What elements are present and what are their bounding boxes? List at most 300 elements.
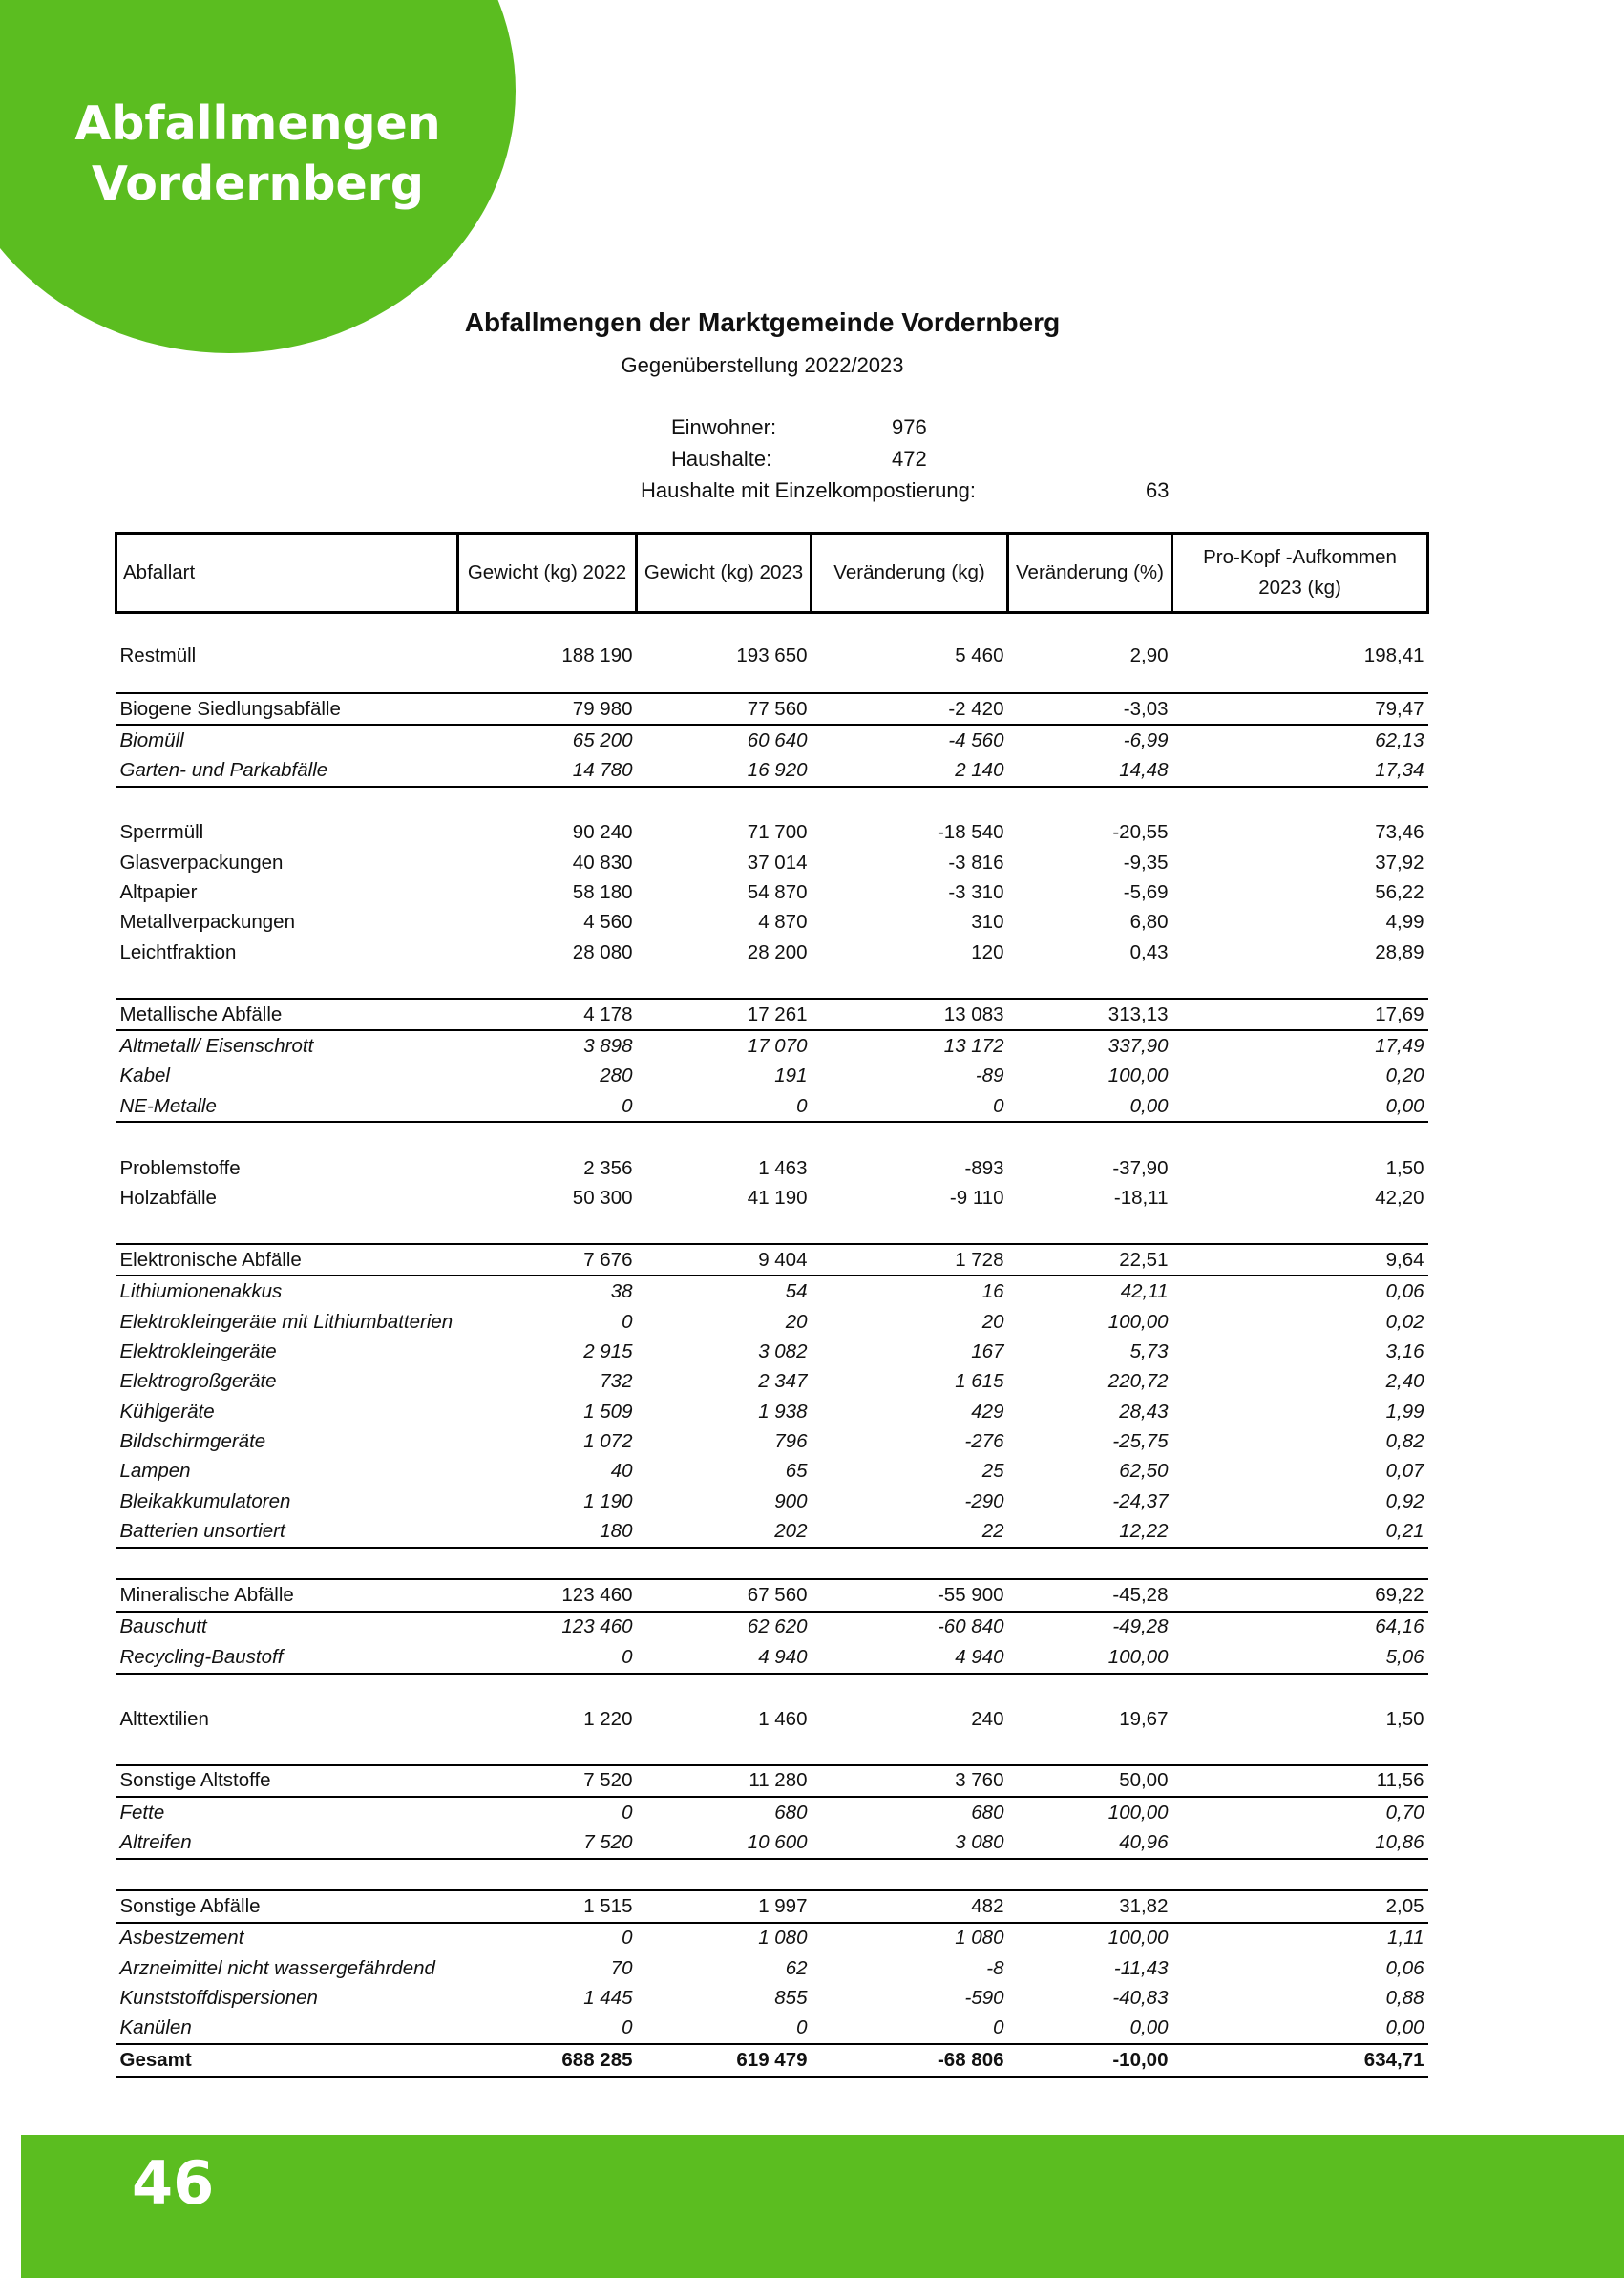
- value-cell: 17,49: [1375, 1034, 1424, 1057]
- value-cell: 280: [600, 1065, 633, 1087]
- value-cell: -276: [964, 1430, 1004, 1453]
- value-cell: 100,00: [1107, 1065, 1169, 1087]
- value-cell: 4,99: [1385, 911, 1424, 934]
- table-row: [116, 818, 1428, 848]
- value-cell: 40 830: [572, 851, 633, 874]
- table-row: [116, 1765, 1428, 1797]
- footer-bar: [21, 2135, 1624, 2278]
- value-cell: -49,28: [1112, 1615, 1169, 1638]
- value-cell: 69,22: [1172, 1579, 1428, 1611]
- value-cell: 62,13: [1375, 729, 1424, 752]
- waste-type-cell: Problemstoffe: [119, 1156, 241, 1179]
- column-header: Gewicht (kg) 2023: [637, 534, 812, 613]
- value-cell: 13 172: [943, 1034, 1004, 1057]
- value-cell: 0: [622, 2016, 633, 2039]
- value-cell: 2,40: [1385, 1370, 1424, 1393]
- value-cell: -9 110: [949, 1186, 1004, 1209]
- value-cell: -4 560: [948, 729, 1004, 752]
- value-cell: 0: [458, 1091, 637, 1122]
- waste-type-cell: Metallverpackungen: [119, 911, 295, 934]
- compost-label: Haushalte mit Einzelkompostierung:: [641, 478, 976, 502]
- spacer-cell: [116, 1859, 1428, 1890]
- value-cell: 1 938: [758, 1400, 808, 1423]
- residents-label: Einwohner:: [671, 415, 777, 439]
- value-cell: 2 140: [812, 756, 1008, 787]
- value-cell: -25,75: [1112, 1430, 1169, 1453]
- value-cell: 1,99: [1385, 1400, 1424, 1423]
- value-cell: 54 870: [747, 881, 808, 904]
- waste-type-cell: Recycling-Baustoff: [116, 1642, 458, 1673]
- waste-type-cell: Leichtfraktion: [119, 940, 237, 963]
- value-cell: 680: [971, 1801, 1004, 1824]
- spacer-cell: [116, 1213, 1428, 1244]
- value-cell: 2,90: [1129, 644, 1169, 666]
- waste-type-cell: Altpapier: [119, 881, 198, 904]
- spacer-cell: [116, 1548, 1428, 1579]
- waste-type-cell: Biogene Siedlungsabfälle: [116, 693, 458, 725]
- table-row: [116, 1642, 1428, 1673]
- value-cell: 62,50: [1119, 1460, 1169, 1483]
- column-header: Veränderung (kg): [812, 534, 1008, 613]
- value-cell: 0: [796, 2016, 808, 2039]
- table-row: [116, 1276, 1428, 1306]
- value-cell: 90 240: [572, 821, 633, 844]
- value-cell: 0,02: [1385, 1310, 1424, 1333]
- waste-type-cell: Glasverpackungen: [119, 851, 284, 874]
- value-cell: 1 080: [758, 1927, 808, 1950]
- table-row: [116, 1797, 1428, 1827]
- value-cell: 58 180: [572, 881, 633, 904]
- value-cell: -590: [964, 1987, 1004, 2010]
- value-cell: 11 280: [637, 1765, 812, 1797]
- value-cell: 123 460: [561, 1615, 633, 1638]
- value-cell: 73,46: [1375, 821, 1424, 844]
- value-cell: -5,69: [1123, 881, 1169, 904]
- value-cell: 28,89: [1375, 940, 1424, 963]
- table-row: [116, 1367, 1428, 1397]
- value-cell: 0,70: [1385, 1801, 1424, 1824]
- table-row: [116, 1337, 1428, 1366]
- value-cell: 3 898: [583, 1034, 633, 1057]
- value-cell: 31,82: [1008, 1890, 1172, 1922]
- waste-type-cell: Restmüll: [119, 644, 197, 666]
- value-cell: 4 560: [583, 911, 633, 934]
- table-row: [116, 1307, 1428, 1337]
- value-cell: 42,11: [1120, 1280, 1169, 1303]
- value-cell: 482: [812, 1890, 1008, 1922]
- value-cell: 12,22: [1008, 1517, 1172, 1548]
- value-cell: 4 870: [758, 911, 808, 934]
- value-cell: 900: [774, 1489, 808, 1512]
- value-cell: 79 980: [458, 693, 637, 725]
- table-row: [116, 908, 1428, 938]
- value-cell: -9,35: [1123, 851, 1169, 874]
- table-row: [116, 1517, 1428, 1548]
- waste-type-cell: Sonstige Abfälle: [116, 1890, 458, 1922]
- value-cell: 67 560: [637, 1579, 812, 1611]
- column-header: Gewicht (kg) 2022: [458, 534, 637, 613]
- value-cell: 79,47: [1172, 693, 1428, 725]
- residents-value: 976: [892, 415, 927, 439]
- value-cell: 0: [812, 1091, 1008, 1122]
- waste-type-cell: Kabel: [119, 1065, 170, 1087]
- value-cell: 2,05: [1172, 1890, 1428, 1922]
- value-cell: 13 083: [812, 999, 1008, 1030]
- value-cell: 38: [610, 1280, 633, 1303]
- value-cell: 0,06: [1385, 1956, 1424, 1979]
- value-cell: 0,00: [1008, 1091, 1172, 1122]
- waste-type-cell: Lithiumionenakkus: [119, 1280, 283, 1303]
- spacer-cell: [116, 671, 1428, 693]
- value-cell: 41 190: [747, 1186, 808, 1209]
- table-row: [116, 1062, 1428, 1091]
- table-row: [116, 1030, 1428, 1061]
- value-cell: 220,72: [1107, 1370, 1169, 1393]
- value-cell: 40: [610, 1460, 633, 1483]
- value-cell: 54: [785, 1280, 808, 1303]
- table-row: [116, 1953, 1428, 1983]
- waste-type-cell: Sperrmüll: [119, 821, 204, 844]
- value-cell: -893: [964, 1156, 1004, 1179]
- value-cell: 680: [774, 1801, 808, 1824]
- spacer-row: [116, 1734, 1428, 1764]
- column-header: Veränderung (%): [1008, 534, 1172, 613]
- table-row: [116, 1091, 1428, 1122]
- value-cell: 0: [993, 2016, 1004, 2039]
- waste-type-cell: Kunststoffdispersionen: [119, 1987, 318, 2010]
- value-cell: 619 479: [637, 2044, 812, 2076]
- spacer-row: [116, 1674, 1428, 1704]
- table-row: [116, 756, 1428, 787]
- value-cell: 0: [458, 1642, 637, 1673]
- table-header-row: [116, 534, 1428, 613]
- waste-type-cell: Asbestzement: [119, 1927, 244, 1950]
- table-row: [116, 1983, 1428, 2013]
- value-cell: 732: [600, 1370, 633, 1393]
- value-cell: 337,90: [1107, 1034, 1169, 1057]
- waste-type-cell: Arzneimittel nicht wassergefährdend: [119, 1956, 435, 1979]
- table-row: [116, 877, 1428, 907]
- spacer-cell: [116, 1674, 1428, 1704]
- value-cell: 17,69: [1172, 999, 1428, 1030]
- value-cell: 313,13: [1008, 999, 1172, 1030]
- households-label: Haushalte:: [671, 447, 772, 471]
- value-cell: 688 285: [458, 2044, 637, 2076]
- document-subtitle: Gegenüberstellung 2022/2023: [621, 353, 904, 377]
- spacer-cell: [116, 968, 1428, 999]
- value-cell: -3 816: [948, 851, 1004, 874]
- value-cell: -37,90: [1112, 1156, 1169, 1179]
- value-cell: -290: [964, 1489, 1004, 1512]
- value-cell: 0,82: [1385, 1430, 1424, 1453]
- value-cell: 65 200: [572, 729, 633, 752]
- value-cell: -10,00: [1008, 2044, 1172, 2076]
- value-cell: -45,28: [1008, 1579, 1172, 1611]
- value-cell: -89: [975, 1065, 1004, 1087]
- table-row: [116, 2014, 1428, 2044]
- value-cell: 1 190: [583, 1489, 633, 1512]
- value-cell: 5 460: [955, 644, 1004, 666]
- value-cell: 123 460: [458, 1579, 637, 1611]
- waste-table: [115, 532, 1429, 2078]
- value-cell: 14 780: [458, 756, 637, 787]
- table-row: [116, 1397, 1428, 1426]
- table-row: [116, 1426, 1428, 1456]
- value-cell: 198,41: [1363, 644, 1424, 666]
- waste-type-cell: Altreifen: [116, 1827, 458, 1858]
- value-cell: 310: [971, 911, 1004, 934]
- table-row: [116, 938, 1428, 967]
- value-cell: 1 080: [955, 1927, 1004, 1950]
- value-cell: 180: [458, 1517, 637, 1548]
- value-cell: 20: [785, 1310, 808, 1333]
- value-cell: 1,11: [1387, 1927, 1424, 1950]
- waste-type-cell: Garten- und Parkabfälle: [116, 756, 458, 787]
- value-cell: -60 840: [937, 1615, 1004, 1638]
- value-cell: 4 940: [637, 1642, 812, 1673]
- value-cell: 634,71: [1172, 2044, 1428, 2076]
- waste-type-cell: Elektrokleingeräte mit Lithiumbatterien: [119, 1310, 453, 1333]
- waste-type-cell: Elektrogroßgeräte: [119, 1370, 277, 1393]
- value-cell: -24,37: [1112, 1489, 1169, 1512]
- value-cell: 6,80: [1129, 911, 1169, 934]
- value-cell: 0,06: [1385, 1280, 1424, 1303]
- table-row: [116, 1487, 1428, 1516]
- value-cell: 100,00: [1107, 1310, 1169, 1333]
- value-cell: 5,73: [1129, 1339, 1169, 1362]
- waste-type-cell: Sonstige Altstoffe: [116, 1765, 458, 1797]
- waste-type-cell: Mineralische Abfälle: [116, 1579, 458, 1611]
- value-cell: 1 997: [637, 1890, 812, 1922]
- table-row: [116, 613, 1428, 672]
- waste-type-cell: Gesamt: [116, 2044, 458, 2076]
- table-row: [116, 1457, 1428, 1487]
- spacer-row: [116, 968, 1428, 999]
- table-row: [116, 693, 1428, 725]
- table-row: [116, 848, 1428, 877]
- waste-type-cell: Metallische Abfälle: [116, 999, 458, 1030]
- value-cell: 1 072: [583, 1430, 633, 1453]
- value-cell: 16: [981, 1280, 1004, 1303]
- waste-type-cell: Kühlgeräte: [119, 1400, 215, 1423]
- waste-type-cell: Bildschirmgeräte: [119, 1430, 266, 1453]
- column-header: Abfallart: [116, 534, 458, 613]
- value-cell: 1,50: [1385, 1156, 1424, 1179]
- value-cell: 0,43: [1129, 940, 1169, 963]
- value-cell: 855: [774, 1987, 808, 2010]
- value-cell: 62 620: [747, 1615, 808, 1638]
- value-cell: 17 261: [637, 999, 812, 1030]
- value-cell: 28,43: [1119, 1400, 1169, 1423]
- value-cell: 0: [637, 1091, 812, 1122]
- value-cell: 4 178: [458, 999, 637, 1030]
- value-cell: -3,03: [1008, 693, 1172, 725]
- value-cell: 0: [622, 1801, 633, 1824]
- value-cell: 0,00: [1385, 2016, 1424, 2039]
- compost-value: 63: [1146, 478, 1170, 502]
- value-cell: 167: [971, 1339, 1004, 1362]
- value-cell: -40,83: [1112, 1987, 1169, 2010]
- value-cell: 17 070: [747, 1034, 808, 1057]
- table-row: [116, 1923, 1428, 1953]
- value-cell: -20,55: [1112, 821, 1169, 844]
- value-cell: -55 900: [812, 1579, 1008, 1611]
- waste-type-cell: Elektrokleingeräte: [119, 1339, 277, 1362]
- value-cell: 1 515: [458, 1890, 637, 1922]
- value-cell: -3 310: [948, 881, 1004, 904]
- value-cell: 10 600: [637, 1827, 812, 1858]
- waste-type-cell: Altmetall/ Eisenschrott: [119, 1034, 314, 1057]
- value-cell: 28 080: [572, 940, 633, 963]
- spacer-row: [116, 1548, 1428, 1579]
- table-row: [116, 2044, 1428, 2076]
- document-title: Abfallmengen der Marktgemeinde Vordernberg: [464, 307, 1061, 337]
- value-cell: 11,56: [1172, 1765, 1428, 1797]
- column-header: Pro-Kopf -Aufkommen 2023 (kg): [1172, 534, 1428, 613]
- value-cell: 0: [622, 1310, 633, 1333]
- spacer-cell: [116, 1734, 1428, 1764]
- value-cell: 40,96: [1008, 1827, 1172, 1858]
- spacer-cell: [116, 787, 1428, 817]
- waste-type-cell: Bleikakkumulatoren: [119, 1489, 291, 1512]
- value-cell: 188 190: [561, 644, 633, 666]
- value-cell: 5,06: [1172, 1642, 1428, 1673]
- value-cell: 796: [774, 1430, 808, 1453]
- value-cell: 4 940: [812, 1642, 1008, 1673]
- value-cell: 37 014: [747, 851, 808, 874]
- value-cell: 22,51: [1008, 1244, 1172, 1276]
- table-row: [116, 1153, 1428, 1183]
- value-cell: 60 640: [747, 729, 808, 752]
- value-cell: 28 200: [747, 940, 808, 963]
- spacer-row: [116, 787, 1428, 817]
- waste-type-cell: Alttextilien: [119, 1707, 209, 1730]
- value-cell: 14,48: [1008, 756, 1172, 787]
- waste-type-cell: Batterien unsortiert: [116, 1517, 458, 1548]
- value-cell: 3 080: [812, 1827, 1008, 1858]
- value-cell: 2 347: [758, 1370, 808, 1393]
- value-cell: -18 540: [937, 821, 1004, 844]
- spacer-row: [116, 671, 1428, 693]
- value-cell: 50,00: [1008, 1765, 1172, 1797]
- value-cell: 7 676: [458, 1244, 637, 1276]
- value-cell: 50 300: [572, 1186, 633, 1209]
- value-cell: 65: [785, 1460, 808, 1483]
- households-value: 472: [892, 447, 927, 471]
- value-cell: 9 404: [637, 1244, 812, 1276]
- spacer-cell: [116, 1122, 1428, 1152]
- value-cell: 120: [971, 940, 1004, 963]
- value-cell: 71 700: [747, 821, 808, 844]
- waste-type-cell: Fette: [119, 1801, 165, 1824]
- value-cell: 7 520: [458, 1765, 637, 1797]
- table-body: [116, 613, 1428, 2077]
- value-cell: 1,50: [1385, 1707, 1424, 1730]
- badge-title: [57, 94, 458, 214]
- value-cell: 3 082: [758, 1339, 808, 1362]
- badge-title-line1: Abfallmengen: [74, 96, 441, 151]
- value-cell: 2 915: [583, 1339, 633, 1362]
- table-row: [116, 1579, 1428, 1611]
- value-cell: 2 356: [583, 1156, 633, 1179]
- spacer-row: [116, 1122, 1428, 1152]
- table-row: [116, 999, 1428, 1030]
- value-cell: 16 920: [637, 756, 812, 787]
- value-cell: 0,92: [1385, 1489, 1424, 1512]
- value-cell: 0,00: [1172, 1091, 1428, 1122]
- value-cell: 77 560: [637, 693, 812, 725]
- waste-type-cell: Holzabfälle: [119, 1186, 217, 1209]
- value-cell: 0,88: [1385, 1987, 1424, 2010]
- value-cell: 19,67: [1119, 1707, 1169, 1730]
- value-cell: 0,21: [1172, 1517, 1428, 1548]
- value-cell: 17,34: [1172, 756, 1428, 787]
- value-cell: 64,16: [1375, 1615, 1424, 1638]
- value-cell: 25: [981, 1460, 1004, 1483]
- waste-type-cell: Biomüll: [119, 729, 184, 752]
- value-cell: 193 650: [736, 644, 808, 666]
- value-cell: 0: [622, 1927, 633, 1950]
- waste-type-cell: Elektronische Abfälle: [116, 1244, 458, 1276]
- page-number: 46: [132, 2148, 215, 2218]
- value-cell: 1 445: [583, 1987, 633, 2010]
- value-cell: 100,00: [1107, 1801, 1169, 1824]
- value-cell: 0,20: [1385, 1065, 1424, 1087]
- value-cell: 1 220: [583, 1707, 633, 1730]
- value-cell: 7 520: [458, 1827, 637, 1858]
- value-cell: -8: [986, 1956, 1004, 1979]
- value-cell: 70: [610, 1956, 633, 1979]
- value-cell: 56,22: [1375, 881, 1424, 904]
- spacer-row: [116, 1213, 1428, 1244]
- value-cell: 100,00: [1107, 1927, 1169, 1950]
- waste-type-cell: NE-Metalle: [116, 1091, 458, 1122]
- value-cell: 1 463: [758, 1156, 808, 1179]
- table-row: [116, 725, 1428, 755]
- waste-type-cell: Kanülen: [119, 2016, 192, 2039]
- value-cell: 0,00: [1129, 2016, 1169, 2039]
- value-cell: 3,16: [1385, 1339, 1424, 1362]
- value-cell: -18,11: [1113, 1186, 1169, 1209]
- value-cell: 100,00: [1008, 1642, 1172, 1673]
- value-cell: 42,20: [1375, 1186, 1424, 1209]
- value-cell: -6,99: [1123, 729, 1169, 752]
- spacer-row: [116, 1859, 1428, 1890]
- value-cell: 202: [637, 1517, 812, 1548]
- table-row: [116, 1827, 1428, 1858]
- value-cell: 1 509: [583, 1400, 633, 1423]
- table-row: [116, 1890, 1428, 1922]
- value-cell: 1 728: [812, 1244, 1008, 1276]
- value-cell: 1 460: [758, 1707, 808, 1730]
- table-row: [116, 1244, 1428, 1276]
- table-row: [116, 1704, 1428, 1734]
- table-row: [116, 1612, 1428, 1642]
- value-cell: -2 420: [812, 693, 1008, 725]
- value-cell: 0,07: [1385, 1460, 1424, 1483]
- value-cell: 20: [981, 1310, 1004, 1333]
- value-cell: 22: [812, 1517, 1008, 1548]
- value-cell: 10,86: [1172, 1827, 1428, 1858]
- value-cell: 240: [971, 1707, 1004, 1730]
- value-cell: -11,43: [1113, 1956, 1169, 1979]
- value-cell: 9,64: [1172, 1244, 1428, 1276]
- value-cell: 62: [785, 1956, 808, 1979]
- value-cell: 3 760: [812, 1765, 1008, 1797]
- value-cell: 429: [971, 1400, 1004, 1423]
- table-row: [116, 1183, 1428, 1213]
- value-cell: 191: [774, 1065, 808, 1087]
